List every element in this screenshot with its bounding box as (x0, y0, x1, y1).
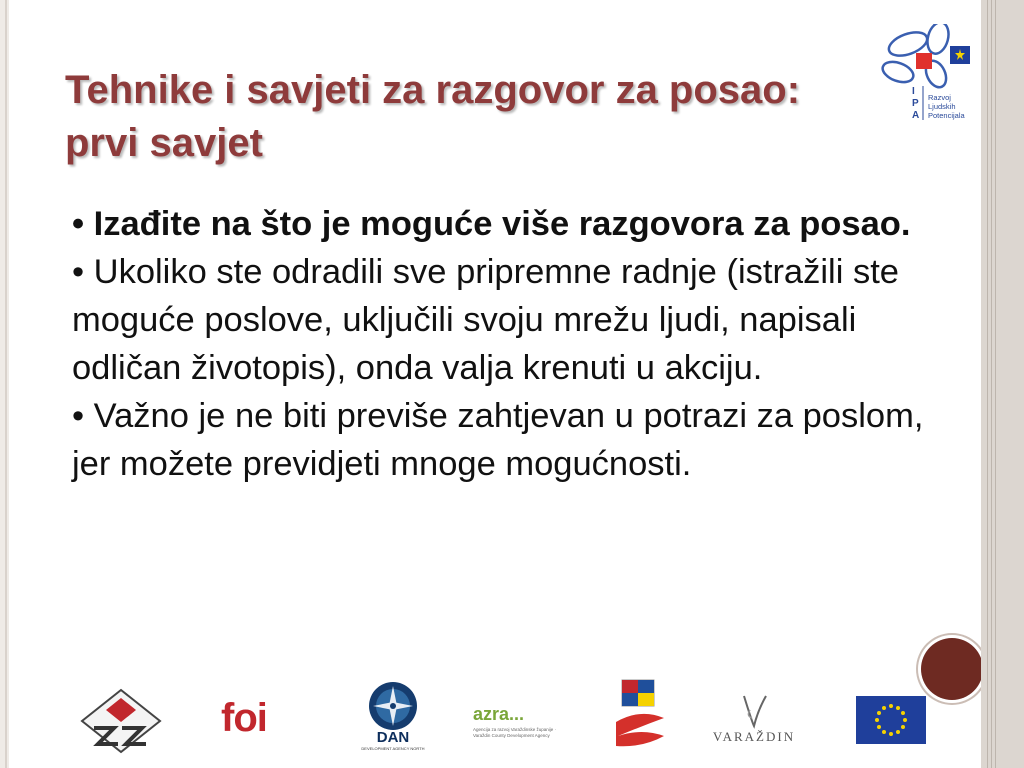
azra-logo-subtitle: Agencija za razvoj Varaždinske županije · Varaždin County Development Agency (473, 727, 556, 738)
slide (9, 0, 981, 768)
varazdin-logo (738, 692, 770, 730)
ipa-logo-text: Razvoj Ljudskih Potencijala (928, 93, 965, 120)
bullet-3: • Važno je ne biti previše zahtjevan u potrazi za poslom, jer možete previdjeti mnoge mogućnosti. (72, 397, 924, 483)
bullet-2: • Ukoliko ste odradili sve pripremne radnje (istražili ste moguće poslove, uključili svoju mrežu ljudi, napisali odličan životopis), onda valja krenuti u akciju. (72, 253, 899, 387)
varazdin-logo-text: VARAŽDIN (712, 729, 796, 744)
left-border-line (5, 0, 7, 768)
slide-body (72, 200, 970, 488)
county-crest-icon (612, 678, 668, 750)
bullet-1: • Izađite na što je moguće više razgovora za posao. (72, 205, 911, 243)
azra-logo: azra... (473, 704, 525, 724)
dan-compass-icon (360, 680, 426, 732)
decorative-circle (921, 638, 981, 700)
svg-text:I: I (912, 86, 915, 97)
right-border-band (981, 0, 1024, 768)
eu-flag-icon (856, 696, 926, 744)
foi-logo: foi (221, 696, 267, 740)
zz-logo-icon (80, 688, 162, 754)
svg-text:A: A (912, 110, 920, 121)
svg-text:P: P (912, 98, 919, 109)
dan-logo-subtitle: DEVELOPMENT AGENCY NORTH (361, 746, 425, 751)
slide-title: Tehnike i savjeti za razgovor za posao: prvi savjet (65, 68, 801, 165)
dan-logo-text: DAN (376, 729, 410, 746)
